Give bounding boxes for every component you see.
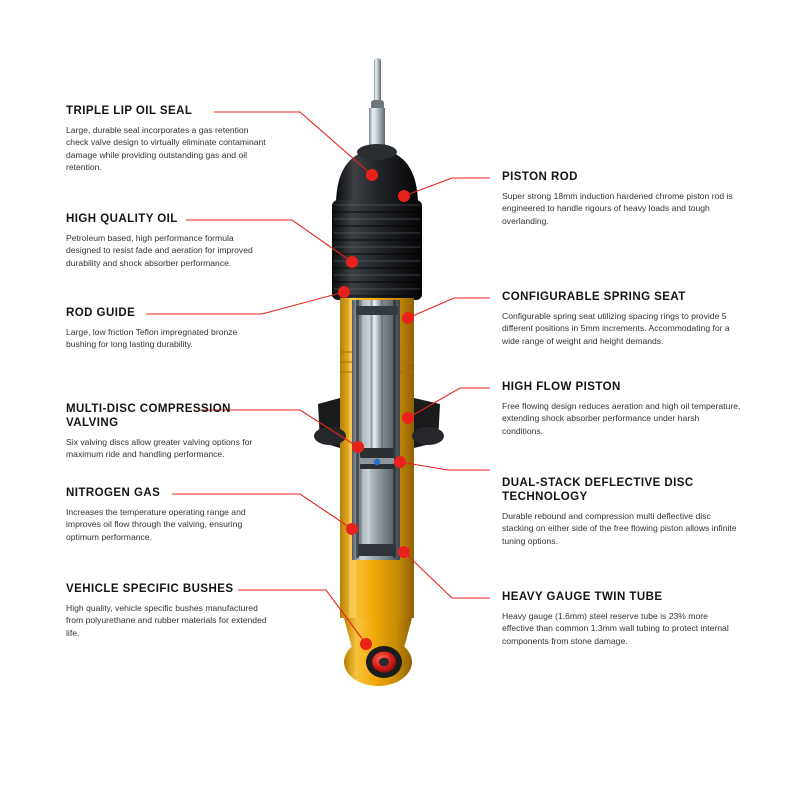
callout-title: NITROGEN GAS	[66, 487, 161, 499]
callout-multi-disc-compression-valving	[66, 402, 268, 461]
callout-title: VEHICLE SPECIFIC BUSHES	[66, 583, 234, 595]
callout-title: HEAVY GAUGE TWIN TUBE	[502, 591, 663, 603]
callout-body: Super strong 18mm induction hardened chrome piston rod is engineered to handle rigours of heavy loads and tough overlanding.	[502, 191, 733, 226]
callout-piston-rod	[502, 170, 742, 227]
callout-title: ROD GUIDE	[66, 307, 136, 319]
callout-body: Free flowing design reduces aeration and high oil temperature, extending shock absorber performance under harsh conditions.	[502, 401, 741, 436]
callout-title: TRIPLE LIP OIL SEAL	[66, 105, 193, 117]
callout-configurable-spring-seat	[502, 290, 742, 347]
callout-body: Six valving discs allow greater valving options for maximum ride and handling performance.	[66, 437, 253, 460]
callout-title: DUAL-STACK DEFLECTIVE DISC TECHNOLOGY	[502, 477, 694, 503]
callout-vehicle-specific-bushes	[66, 582, 268, 639]
callout-body: Petroleum based, high performance formula designed to resist fade and aeration for improved durability and shock absorber performance.	[66, 233, 253, 268]
callout-triple-lip-oil-seal	[66, 104, 268, 174]
callout-high-flow-piston	[502, 380, 742, 437]
callout-title: HIGH QUALITY OIL	[66, 213, 178, 225]
callout-title: MULTI-DISC COMPRESSION VALVING	[66, 403, 231, 429]
callout-title: HIGH FLOW PISTON	[502, 381, 621, 393]
callout-body: High quality, vehicle specific bushes manufactured from polyurethane and rubber materials for extended life.	[66, 603, 267, 638]
callout-body: Large, durable seal incorporates a gas retention check valve design to virtually eliminate contaminant damage while providing outstanding gas and oil retention.	[66, 125, 266, 173]
callout-body: Large, low friction Teflon impregnated bronze bushing for long lasting durability.	[66, 327, 238, 350]
callout-title: CONFIGURABLE SPRING SEAT	[502, 291, 686, 303]
callout-heavy-gauge-twin-tube	[502, 590, 742, 647]
callout-body: Durable rebound and compression multi deflective disc stacking on either side of the free flowing piston allows infinite tuning options.	[502, 511, 737, 546]
callout-body: Increases the temperature operating range and improves oil flow through the valving, ensuring optimum performance.	[66, 507, 246, 542]
callout-title: PISTON ROD	[502, 171, 578, 183]
callout-nitrogen-gas	[66, 486, 268, 543]
callout-body: Configurable spring seat utilizing spacing rings to provide 5 different positions in 5mm increments. Accommodating for a wide range of weight and height demands.	[502, 311, 730, 346]
callout-body: Heavy gauge (1.6mm) steel reserve tube is 23% more effective than common 1.3mm wall tubing to protect internal components from stone damage.	[502, 611, 729, 646]
callout-high-quality-oil	[66, 212, 268, 269]
callout-dual-stack-deflective-disc-technology	[502, 476, 742, 547]
callout-rod-guide	[66, 306, 268, 351]
